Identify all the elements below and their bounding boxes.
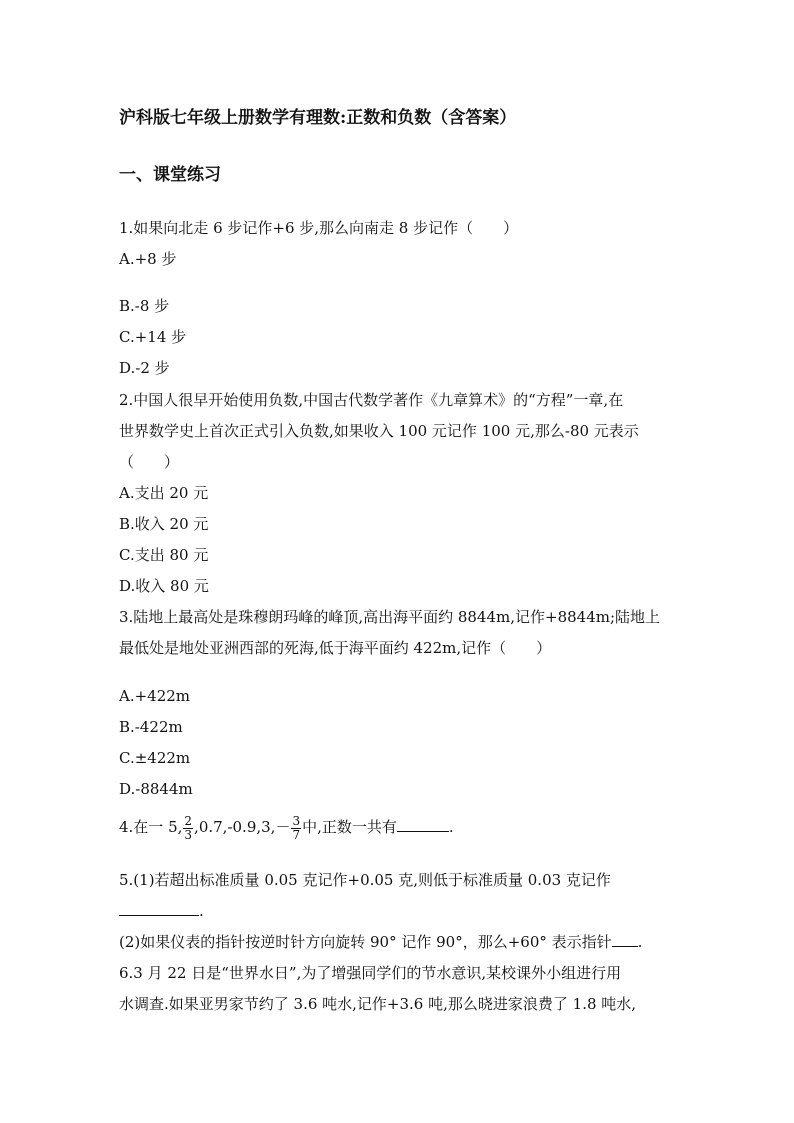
- document-title: 沪科版七年级上册数学有理数:正数和负数（含答案）: [119, 108, 517, 128]
- question-1-option-a: A.+8 步: [119, 250, 177, 268]
- question-3-option-a: A.+422m: [119, 687, 191, 705]
- question-5-part-2-text: (2)如果仪表的指针按逆时针方向旋转 90° 记作 90°，那么+60° 表示指针: [119, 933, 612, 951]
- question-6-line-1: 6.3 月 22 日是“世界水日”,为了增强同学们的节水意识,某校课外小组进行用: [119, 964, 622, 982]
- answer-blank: [119, 901, 199, 916]
- answer-blank: [397, 817, 449, 832]
- question-5-line-2: [119, 901, 204, 921]
- question-2-option-c: C.支出 80 元: [119, 546, 209, 564]
- question-4-suffix: 中,正数一共有: [302, 818, 397, 836]
- question-4-prefix: 4.在一 5,: [119, 818, 183, 836]
- question-1-stem: 1.如果向北走 6 步记作+6 步,那么向南走 8 步记作（ ）: [119, 219, 519, 237]
- question-2-option-d: D.收入 80 元: [119, 577, 209, 595]
- question-6-line-2: 水调查.如果亚男家节约了 3.6 吨水,记作+3.6 吨,那么晓进家浪费了 1.8 吨水,: [119, 995, 637, 1013]
- answer-blank: [612, 932, 638, 947]
- question-2-line-1: 2.中国人很早开始使用负数,中国古代数学著作《九章算术》的“方程”一章,在: [119, 391, 624, 409]
- question-3-option-d: D.-8844m: [119, 780, 193, 798]
- fraction-denominator: 7: [292, 827, 301, 842]
- question-5-line-3: [119, 932, 642, 952]
- question-3-line-2: 最低处是地处亚洲西部的死海,低于海平面约 422m,记作（ ）: [119, 639, 552, 657]
- question-2-option-a: A.支出 20 元: [119, 484, 209, 502]
- fraction-three-sevenths: [291, 815, 301, 842]
- question-5-line-3-end: .: [637, 933, 643, 951]
- question-1-option-c: C.+14 步: [119, 328, 187, 346]
- fraction-numerator: 3: [292, 813, 301, 828]
- question-1-option-d: D.-2 步: [119, 359, 170, 377]
- question-2-line-3: （ ）: [119, 453, 180, 471]
- fraction-numerator: 2: [184, 813, 193, 828]
- question-1-option-b: B.-8 步: [119, 297, 170, 315]
- question-3-option-c: C.±422m: [119, 749, 191, 767]
- question-4-line: [119, 812, 454, 842]
- question-4-middle: ,0.7,-0.9,3,－: [194, 818, 291, 836]
- question-3-line-1: 3.陆地上最高处是珠穆朗玛峰的峰顶,高出海平面约 8844m,记作+8844m;陆地上: [119, 608, 661, 626]
- question-5-line-2-end: .: [199, 902, 204, 920]
- section-heading: 一、课堂练习: [119, 165, 221, 185]
- question-3-option-b: B.-422m: [119, 718, 183, 736]
- question-4-end: .: [448, 818, 454, 836]
- question-5-line-1: 5.(1)若超出标准质量 0.05 克记作+0.05 克,则低于标准质量 0.03 克记作: [119, 871, 611, 889]
- fraction-two-thirds: [183, 815, 193, 842]
- fraction-denominator: 3: [184, 827, 193, 842]
- question-2-option-b: B.收入 20 元: [119, 515, 209, 533]
- question-2-line-2: 世界数学史上首次正式引入负数,如果收入 100 元记作 100 元,那么-80 元表示: [119, 422, 639, 440]
